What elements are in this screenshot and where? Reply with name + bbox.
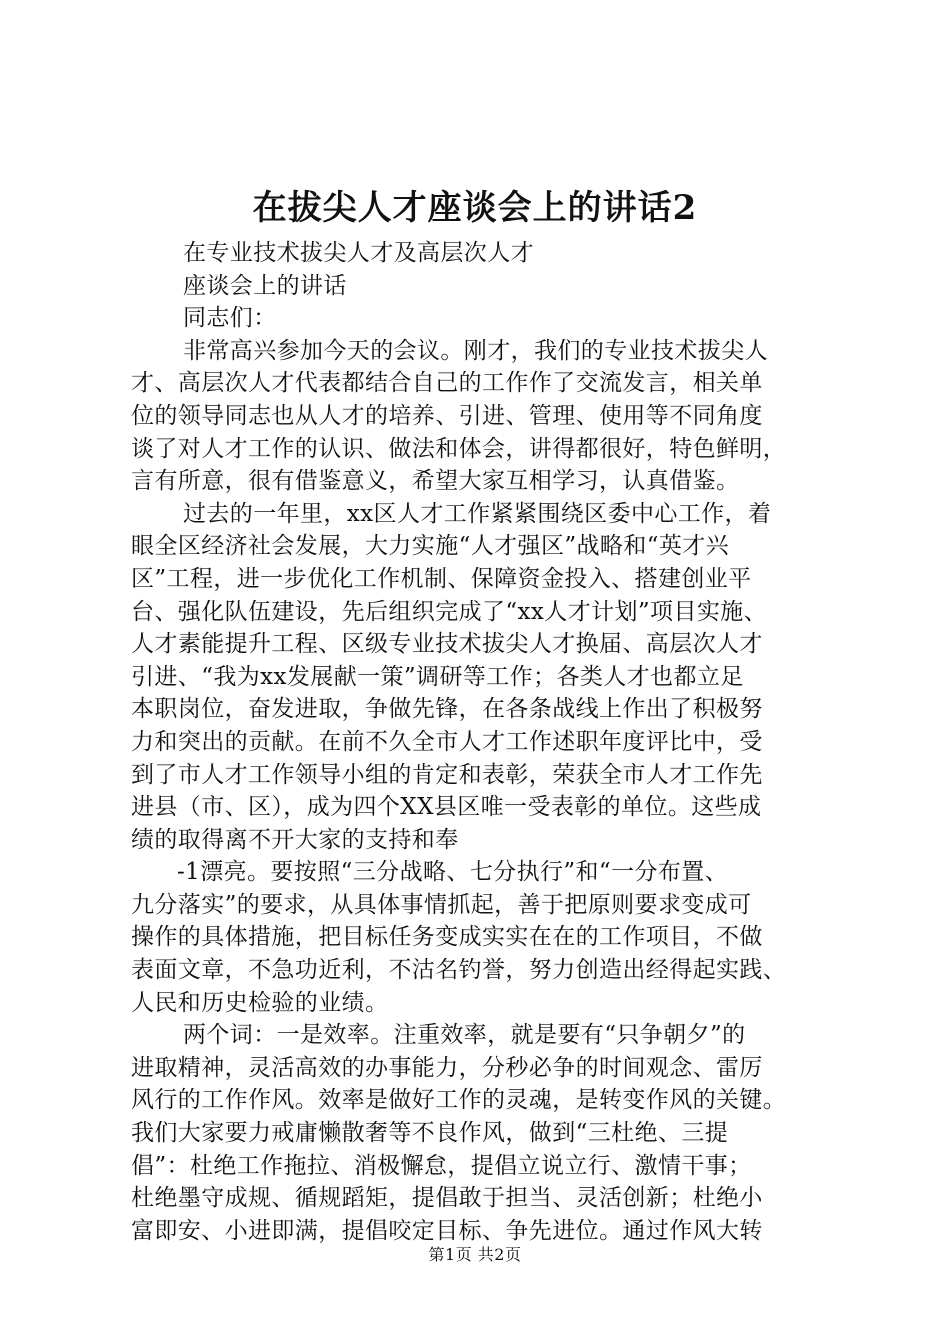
text-line: 绩的取得离不开大家的支持和奉 [131, 826, 459, 853]
text-line: 到了市人才工作领导小组的肯定和表彰，荣获全市人才工作先 [131, 761, 763, 788]
text-line: 杜绝墨守成规、循规蹈矩，提倡敢于担当、灵活创新；杜绝小 [131, 1185, 763, 1212]
text-line: 引进、“我为xx发展献一策”调研等工作；各类人才也都立足 [131, 663, 744, 690]
text-line: 台、强化队伍建设，先后组织完成了“xx人才计划”项目实施、 [131, 598, 768, 625]
text-line: 过去的一年里，xx区人才工作紧紧围绕区委中心工作，着 [183, 500, 772, 527]
page-footer: 第1页 共2页 [428, 1245, 522, 1264]
text-line: 风行的工作作风。效率是做好工作的灵魂，是转变作风的关键。 [131, 1087, 787, 1114]
text-line: 操作的具体措施，把目标任务变成实实在在的工作项目，不做 [131, 924, 763, 951]
text-line: 表面文章，不急功近利，不沽名钓誉，努力创造出经得起实践、 [131, 957, 787, 984]
text-line: 谈了对人才工作的认识、做法和体会，讲得都很好，特色鲜明， [131, 435, 787, 462]
text-line: 本职岗位，奋发进取，争做先锋，在各条战线上作出了积极努 [131, 696, 763, 723]
text-line: -1漂亮。要按照“三分战略、七分执行”和“一分布置、 [177, 859, 729, 886]
text-line: 两个词：一是效率。注重效率，就是要有“只争朝夕”的 [183, 1022, 746, 1049]
text-line: 人民和历史检验的业绩。 [131, 989, 389, 1016]
text-line: 人才素能提升工程、区级专业技术拔尖人才换届、高层次人才 [131, 631, 763, 658]
text-line: 座谈会上的讲话 [183, 272, 347, 299]
text-line: 进取精神，灵活高效的办事能力，分秒必争的时间观念、雷厉 [131, 1054, 763, 1081]
text-line: 才、高层次人才代表都结合自己的工作作了交流发言，相关单 [131, 370, 763, 397]
text-line: 同志们： [183, 305, 277, 332]
text-line: 位的领导同志也从人才的培养、引进、管理、使用等不同角度 [131, 402, 763, 429]
text-line: 九分落实”的要求，从具体事情抓起，善于把原则要求变成可 [131, 891, 752, 918]
text-line: 区”工程，进一步优化工作机制、保障资金投入、搭建创业平 [131, 565, 752, 592]
text-line: 富即安、小进即满，提倡咬定目标、争先进位。通过作风大转 [131, 1217, 763, 1244]
text-line: 言有所意，很有借鉴意义，希望大家互相学习，认真借鉴。 [131, 468, 740, 495]
text-line: 倡”：杜绝工作拖拉、消极懈怠，提倡立说立行、激情干事； [131, 1152, 752, 1179]
document-body [131, 237, 851, 1247]
text-line: 力和突出的贡献。在前不久全市人才工作述职年度评比中，受 [131, 728, 763, 755]
text-line: 进县（市、区），成为四个XX县区唯一受表彰的单位。这些成 [131, 794, 762, 821]
text-line: 我们大家要力戒庸懒散奢等不良作风，做到“三杜绝、三提 [131, 1120, 729, 1147]
text-line: 非常高兴参加今天的会议。刚才，我们的专业技术拔尖人 [183, 337, 768, 364]
text-line: 眼全区经济社会发展，大力实施“人才强区”战略和“英才兴 [131, 533, 730, 560]
text-line: 在专业技术拔尖人才及高层次人才 [183, 240, 534, 266]
document-title: 在拔尖人才座谈会上的讲话2 [252, 188, 698, 228]
